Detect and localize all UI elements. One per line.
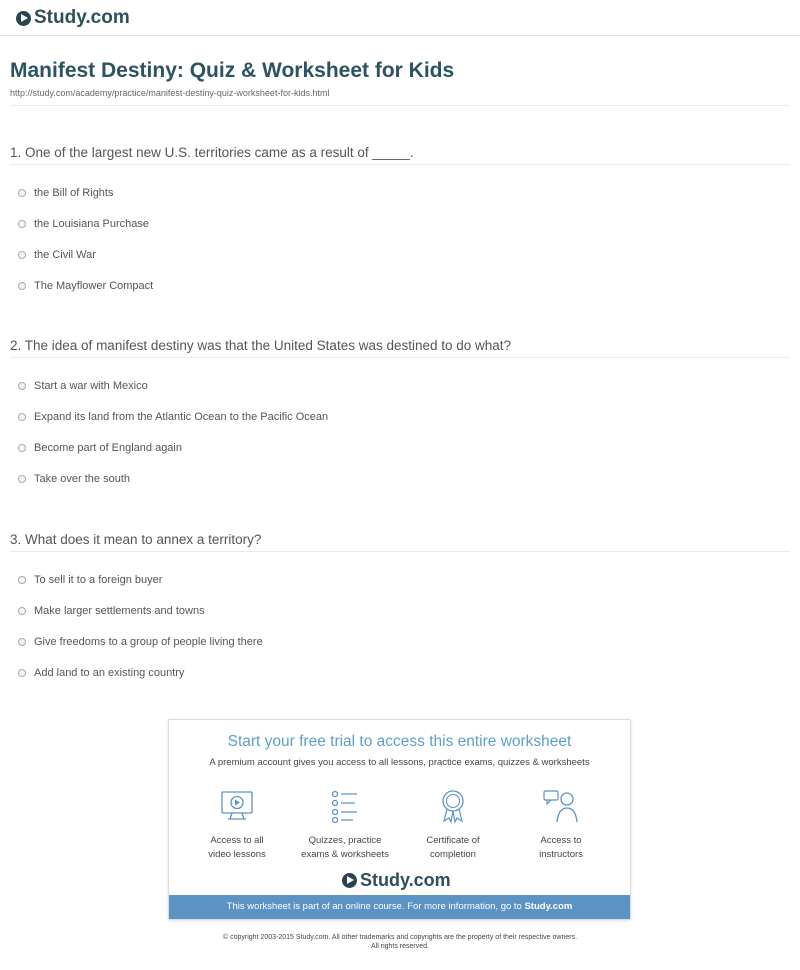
logo-text: Study.com [34,7,130,28]
radio-button[interactable] [18,607,26,615]
certificate-icon [433,786,473,826]
answer-option[interactable] [18,666,184,680]
feature-quizzes [290,786,400,862]
radio-button[interactable] [18,189,26,197]
page-url: http://study.com/academy/practice/manifest-destiny-quiz-worksheet-for-kids.html [10,88,330,98]
promo-footer-text: This worksheet is part of an online course. For more information, go to [226,901,525,912]
feature-certificate [398,786,508,862]
study-logo-promo[interactable] [342,868,451,892]
radio-button[interactable] [18,669,26,677]
feature-label-line: completion [430,849,476,860]
feature-instructors [506,786,616,862]
question-divider [10,551,790,552]
radio-button[interactable] [18,444,26,452]
question-2: 2. The idea of manifest destiny was that the United States was destined to do what? [10,338,512,353]
answer-option[interactable] [18,248,96,262]
instructor-icon [541,786,581,826]
title-divider [10,105,790,106]
promo-footer-bar [169,895,630,919]
quiz-list-icon [325,786,365,826]
answer-option[interactable] [18,279,153,293]
option-label: Become part of England again [34,442,182,454]
promo-subheading: A premium account gives you access to all lessons, practice exams, quizzes & worksheets [209,757,590,768]
feature-label-line: instructors [539,849,583,860]
option-label: Take over the south [34,473,131,485]
study-link[interactable]: Study.com [524,901,573,912]
feature-video-lessons [182,786,292,862]
promo-heading[interactable]: Start your free trial to access this entire worksheet [227,733,572,750]
feature-label-line: Quizzes, practice [308,835,382,846]
feature-label-line: Certificate of [426,835,480,846]
option-label: Add land to an existing country [34,667,185,679]
play-logo-icon [16,11,31,26]
free-trial-promo [168,719,631,920]
option-label: the Louisiana Purchase [34,218,149,230]
question-divider [10,357,790,358]
answer-option[interactable] [18,573,162,587]
answer-option[interactable] [18,410,328,424]
option-label: Give freedoms to a group of people living there [34,636,263,648]
logo-text: Study.com [360,869,451,890]
feature-label-line: video lessons [208,849,266,860]
option-label: Make larger settlements and towns [34,605,205,617]
question-1: 1. One of the largest new U.S. territories came as a result of _____. [10,145,414,160]
answer-option[interactable] [18,441,182,455]
radio-button[interactable] [18,576,26,584]
question-3: 3. What does it mean to annex a territory? [10,532,262,547]
feature-label-line: Access to all [210,835,264,846]
radio-button[interactable] [18,282,26,290]
copyright-line: © copyright 2003-2015 Study.com. All other trademarks and copyrights are the property of their respective owners. [222,934,578,941]
page-title: Manifest Destiny: Quiz & Worksheet for Kids [10,59,455,82]
play-logo-icon [342,873,357,888]
radio-button[interactable] [18,251,26,259]
feature-label-line: Access to [540,835,582,846]
answer-option[interactable] [18,379,148,393]
study-logo[interactable] [16,6,130,30]
header-divider [0,35,800,36]
radio-button[interactable] [18,638,26,646]
radio-button[interactable] [18,382,26,390]
answer-option[interactable] [18,604,205,618]
feature-label-line: exams & worksheets [301,849,389,860]
radio-button[interactable] [18,475,26,483]
copyright-line: All rights reserved. [371,943,429,950]
question-divider [10,164,790,165]
option-label: To sell it to a foreign buyer [34,574,163,586]
answer-option[interactable] [18,217,149,231]
answer-option[interactable] [18,472,130,486]
option-label: the Civil War [34,249,96,261]
radio-button[interactable] [18,220,26,228]
option-label: Expand its land from the Atlantic Ocean to the Pacific Ocean [34,411,329,423]
answer-option[interactable] [18,186,113,200]
radio-button[interactable] [18,413,26,421]
option-label: Start a war with Mexico [34,380,148,392]
copyright [0,933,800,951]
video-lesson-icon [217,786,257,826]
option-label: the Bill of Rights [34,187,114,199]
option-label: The Mayflower Compact [34,280,154,292]
answer-option[interactable] [18,635,263,649]
